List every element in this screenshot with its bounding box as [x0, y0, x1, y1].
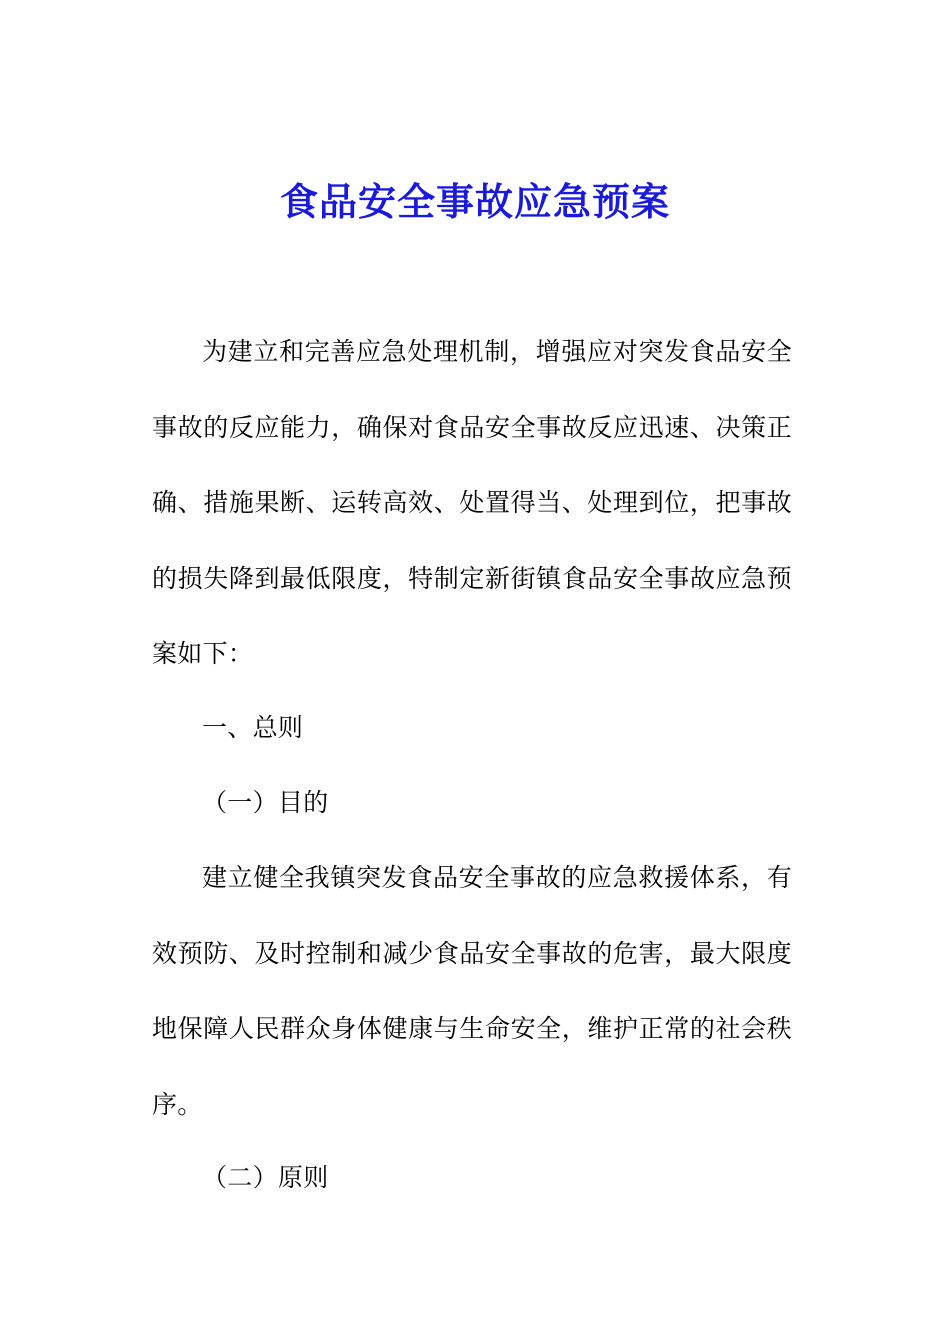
section-1-block — [152, 690, 792, 766]
intro-paragraph: 为建立和完善应急处理机制，增强应对突发食品安全事故的反应能力，确保对食品安全事故反应迅速、决策正确、措施果断、运转高效、处置得当、处理到位，把事故的损失降到最低限度，特制定新街镇食品安全事故应急预案如下： — [152, 337, 792, 668]
subsection-1-block — [152, 765, 792, 841]
purpose-paragraph: 建立健全我镇突发食品安全事故的应急救援体系，有效预防、及时控制和减少食品安全事故的危害，最大限度地保障人民群众身体健康与生命安全，维护正常的社会秩序。 — [152, 863, 792, 1119]
subsection-heading-principles: （二）原则 — [202, 1163, 329, 1192]
intro-block — [152, 314, 792, 692]
document-title: 食品安全事故应急预案 — [279, 179, 670, 224]
purpose-block — [152, 840, 792, 1142]
subsection-heading-purpose: （一）目的 — [202, 788, 329, 817]
section-heading-general: 一、总则 — [202, 713, 304, 742]
subsection-2-block — [152, 1140, 792, 1216]
